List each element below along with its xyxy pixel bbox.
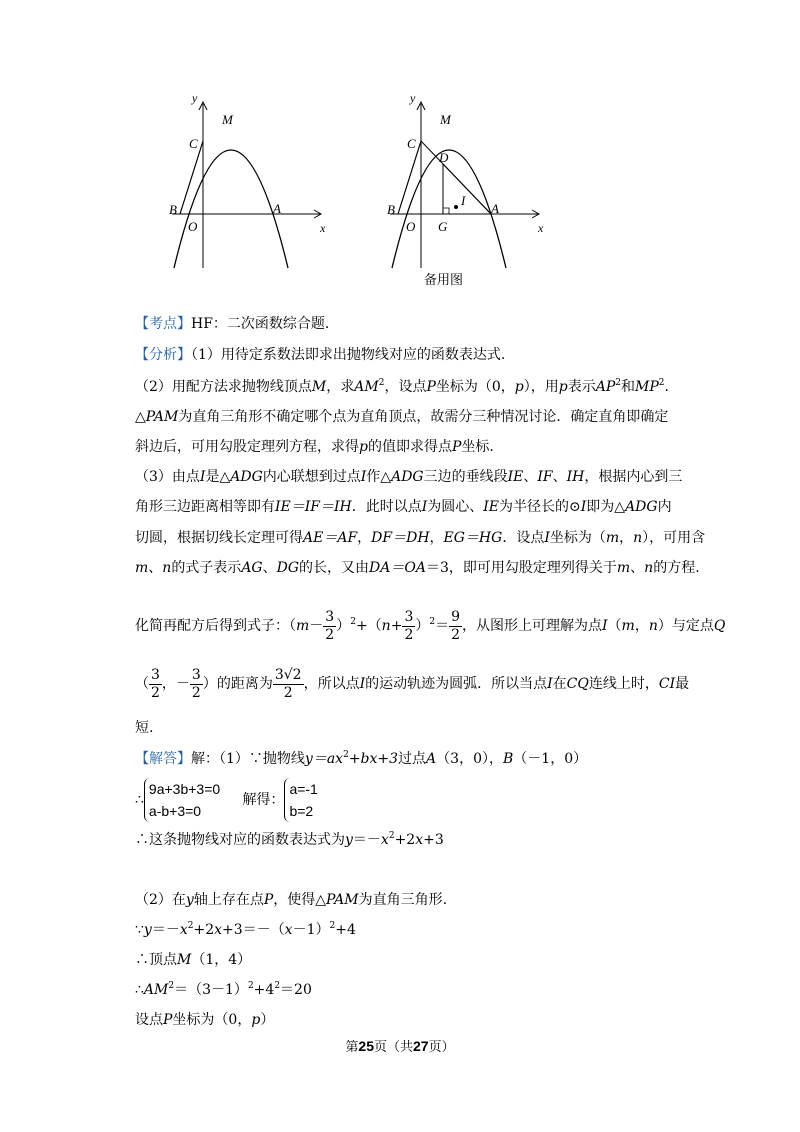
text-run: （－1，0）: [513, 751, 588, 767]
text-run: B: [503, 751, 514, 767]
text-run: 的长，又由: [299, 560, 370, 576]
fenxi-line-9: [135, 606, 725, 646]
text-run: 即为△: [586, 499, 626, 515]
label-a: A: [273, 201, 281, 216]
text-run: .: [664, 379, 669, 395]
text-run: 2: [343, 750, 349, 760]
text-run: P: [263, 892, 274, 908]
text-run: 的方程.: [653, 560, 700, 576]
kaodian-tag: 【考点】: [135, 316, 191, 332]
text-run: p: [251, 1012, 261, 1028]
fraction: [449, 609, 462, 644]
text-run: ，: [634, 618, 649, 634]
text-run: n: [648, 618, 658, 634]
text-run: y: [143, 922, 152, 938]
text-run: MP: [635, 379, 659, 395]
text-run: 2: [404, 626, 414, 643]
text-run: +2: [193, 922, 215, 938]
text-run: AM: [143, 982, 169, 998]
text-run: IE: [483, 499, 500, 515]
text-run: m: [605, 530, 620, 546]
text-run: 9: [451, 608, 461, 625]
text-run: p: [359, 439, 368, 455]
text-run: （: [135, 676, 149, 692]
text-run: m: [296, 618, 310, 634]
text-run: ∴: [135, 792, 144, 808]
text-run: EG＝HG: [443, 530, 503, 546]
text-run: 为圆心、: [427, 499, 484, 515]
text-run: +: [390, 618, 403, 634]
label-o: O: [188, 219, 198, 234]
text-run: 、: [262, 560, 277, 576]
text-run: IE＝IF＝IH: [275, 499, 352, 515]
text-run: AM: [354, 379, 379, 395]
text-run: 为半径长的⊙: [499, 499, 581, 515]
text-run: ADG: [391, 469, 424, 485]
text-run: △: [135, 409, 146, 425]
label-y: y: [410, 91, 416, 105]
text-run: 2: [329, 921, 336, 931]
segment-bc: [180, 141, 203, 214]
text-run: 3: [404, 608, 414, 625]
text-run: 的值即求得点: [367, 439, 452, 455]
jieda-line-3: [135, 830, 444, 850]
kaodian-line: [135, 314, 329, 334]
text-run: ADG: [625, 499, 658, 515]
fenxi-tag: 【分析】: [135, 347, 191, 363]
text-run: 最: [675, 676, 690, 692]
total-pages: 27: [413, 1038, 429, 1054]
text-run: 第: [345, 1040, 359, 1055]
label-o: O: [406, 219, 416, 234]
text-run: ．此时以点: [351, 499, 422, 515]
text-run: n: [644, 560, 654, 576]
text-run: ，－: [161, 676, 190, 692]
text-run: 为直角三角形.: [358, 892, 448, 908]
text-run: 坐标.: [461, 439, 494, 455]
text-run: 三边的垂线段: [423, 469, 508, 485]
label-b: B: [387, 202, 395, 217]
text-run: ADG: [230, 469, 263, 485]
text-run: 2: [615, 378, 621, 388]
fraction: [323, 609, 336, 644]
text-run: 的运动轨迹为圆弧．所以当点: [365, 676, 548, 692]
text-run: ＝－: [151, 922, 180, 938]
text-run: 2: [658, 378, 665, 388]
fraction: [190, 667, 203, 702]
text-run: m: [616, 560, 631, 576]
text-run: ）: [260, 1012, 275, 1028]
text-run: 2: [274, 981, 281, 991]
label-a: A: [491, 201, 499, 216]
jieda-line-7: [135, 980, 312, 1000]
label-m: M: [440, 112, 451, 127]
text-run: 页（共: [373, 1040, 413, 1055]
text-run: 角形三边距离相等即有: [135, 499, 275, 515]
text-run: 化简再配方后得到式子：（: [135, 618, 296, 634]
jieda-line-8: [135, 1010, 274, 1030]
label-d: D: [439, 150, 449, 165]
text-run: 、: [630, 560, 645, 576]
jieda-line-5: [135, 920, 356, 940]
text-run: ∴: [135, 982, 144, 998]
text-run: 坐标为（0，: [435, 379, 515, 395]
fenxi-line-8: [135, 558, 700, 578]
text-run: y: [345, 832, 353, 848]
text-run: I: [580, 499, 587, 515]
text-run: IE: [507, 469, 524, 485]
text-run: 2: [325, 626, 335, 643]
text-run: AE＝AF: [303, 530, 358, 546]
text-run: ＝－: [352, 832, 381, 848]
label-b: B: [169, 202, 177, 217]
text-run: I: [547, 676, 553, 692]
text-run: 9a+3b+3=0: [148, 781, 221, 797]
text-run: ＝: [435, 618, 450, 634]
text-run: A: [426, 751, 437, 767]
label-x: x: [538, 221, 544, 235]
solution-system: [284, 778, 317, 822]
text-run: ，: [429, 530, 444, 546]
text-run: ，根据内心到三: [584, 469, 683, 485]
text-run: CI: [658, 676, 676, 692]
text-run: y: [185, 892, 194, 908]
text-run: （: [607, 618, 622, 634]
text-run: I: [544, 530, 550, 546]
text-run: 在: [552, 676, 567, 692]
text-run: ，所以点: [303, 676, 360, 692]
text-run: AG: [241, 560, 263, 576]
jieda-line-1: [135, 749, 587, 769]
text-run: ）: [415, 618, 430, 634]
kaodian-text: HF：二次函数综合题.: [191, 316, 330, 332]
text-run: b=2: [289, 803, 314, 819]
segment-bc: [398, 141, 421, 214]
text-run: n: [162, 560, 172, 576]
text-run: 坐标为（0，: [172, 1012, 252, 1028]
text-run: 、: [523, 469, 538, 485]
fenxi-line-7: [135, 528, 705, 548]
text-run: DF＝DH: [371, 530, 430, 546]
text-run: m: [135, 560, 149, 576]
text-run: I: [421, 499, 428, 515]
text-run: 是△: [205, 469, 231, 485]
text-run: x: [415, 832, 424, 848]
text-run: ，求: [326, 379, 355, 395]
text-run: DA＝OA: [369, 560, 426, 576]
figure-caption: 备用图: [424, 273, 464, 288]
text-run: ∴顶点: [135, 952, 177, 968]
fenxi-p1: （1）用待定系数法即求出抛物线对应的函数表达式.: [191, 347, 506, 363]
text-run: 3: [191, 666, 201, 683]
text-run: （1，4）: [191, 952, 252, 968]
text-run: 坐标为（: [549, 530, 606, 546]
text-run: ∵: [135, 922, 144, 938]
label-y: y: [192, 91, 198, 105]
jieda-line-2: [135, 778, 318, 822]
text-run: x: [214, 922, 223, 938]
fenxi-line-3: [135, 407, 668, 427]
jieda-line-6: [135, 950, 251, 970]
text-run: Q: [713, 618, 726, 634]
text-run: 2: [451, 626, 461, 643]
text-run: ，使得△: [273, 892, 327, 908]
text-run: 作△: [366, 469, 392, 485]
text-run: +（: [355, 618, 382, 634]
text-run: CQ: [566, 676, 589, 692]
text-run: n: [633, 530, 643, 546]
text-run: ＝（3－1）: [174, 982, 248, 998]
parabola: [174, 150, 288, 268]
label-c: C: [407, 136, 416, 151]
label-x: x: [320, 221, 326, 235]
page-number: 25: [358, 1038, 374, 1054]
text-run: M: [177, 952, 192, 968]
fraction: [273, 667, 304, 702]
fenxi-line-4: [135, 437, 494, 457]
text-run: ），可用含: [642, 530, 706, 546]
text-run: I: [359, 676, 366, 692]
text-run: 、: [552, 469, 567, 485]
text-run: ），用: [523, 379, 559, 395]
text-run: x: [284, 922, 293, 938]
text-run: 2: [350, 617, 356, 627]
jieda-tag: 【解答】: [135, 751, 191, 767]
text-run: 2: [388, 831, 395, 841]
text-run: 内: [657, 499, 672, 515]
text-run: ，: [619, 530, 634, 546]
text-run: －1）: [292, 922, 330, 938]
text-run: P: [426, 379, 436, 395]
fraction: [149, 667, 162, 702]
text-run: （2）在: [135, 892, 186, 908]
text-run: a=-1: [289, 781, 318, 797]
text-run: PAM: [326, 892, 359, 908]
text-run: P: [163, 1012, 173, 1028]
text-run: 解：（1）∵抛物线: [191, 751, 305, 767]
text-run: y＝ax: [304, 751, 344, 767]
text-run: p: [514, 379, 524, 395]
fenxi-line-5: [135, 467, 682, 487]
text-run: ∴这条抛物线对应的函数表达式为: [135, 832, 345, 848]
fenxi-line-10: [135, 664, 689, 704]
text-run: +3＝－（: [222, 922, 285, 938]
text-run: ）: [336, 618, 351, 634]
text-run: I: [199, 469, 206, 485]
text-run: ＝3，即可用勾股定理列得关于: [425, 560, 617, 576]
text-run: 2: [429, 617, 436, 627]
text-run: ＝20: [280, 982, 312, 998]
text-run: 解得：: [242, 792, 285, 808]
text-run: －: [309, 618, 324, 634]
text-run: 2: [247, 981, 254, 991]
text-run: AP: [595, 379, 616, 395]
fenxi-line-1: [135, 345, 505, 365]
text-run: 的式子表示: [171, 560, 242, 576]
text-run: +4: [253, 982, 275, 998]
text-run: I: [602, 618, 608, 634]
text-run: +2: [394, 832, 416, 848]
segment-da: [443, 164, 491, 214]
text-run: 2: [168, 981, 175, 991]
text-run: 2: [187, 921, 194, 931]
text-run: 页）: [428, 1040, 455, 1055]
text-run: 2: [378, 378, 385, 388]
text-run: 表示: [567, 379, 596, 395]
text-run: +bx+3: [348, 751, 399, 767]
fenxi-line-2: [135, 377, 669, 397]
text-run: IF: [537, 469, 553, 485]
text-run: 过点: [398, 751, 427, 767]
figure-parabola-2: [378, 90, 558, 290]
text-run: DG: [276, 560, 300, 576]
text-run: +4: [335, 922, 356, 938]
fraction: [402, 609, 415, 644]
text-run: ，从图形上可理解为点: [462, 618, 603, 634]
text-run: n: [381, 618, 391, 634]
text-run: m: [621, 618, 635, 634]
text-run: 切圆，根据切线长定理可得: [135, 530, 303, 546]
label-c: C: [189, 136, 198, 151]
text-run: P: [451, 439, 462, 455]
text-run: ，设点: [384, 379, 427, 395]
page-footer: [0, 1036, 800, 1055]
text-run: +3: [423, 832, 444, 848]
fenxi-line-6: [135, 497, 672, 517]
label-g: G: [438, 219, 448, 234]
text-run: 3: [325, 608, 335, 625]
text-run: 短.: [135, 720, 154, 736]
right-angle-mark: [443, 208, 449, 214]
text-run: PAM: [145, 409, 179, 425]
text-run: （3，0），: [436, 751, 503, 767]
fenxi-line-11: [135, 718, 153, 738]
text-run: ．设点: [502, 530, 545, 546]
text-run: 斜边后，可用勾股定理列方程，求得: [135, 439, 359, 455]
text-run: 2: [151, 684, 160, 701]
figure-parabola-1: [160, 90, 340, 275]
text-run: ）与定点: [657, 618, 714, 634]
text-run: IH: [566, 469, 585, 485]
text-run: 2: [191, 684, 201, 701]
text-run: I: [360, 469, 367, 485]
text-run: ）的距离为: [202, 676, 273, 692]
text-run: 3√2: [274, 666, 302, 683]
point-i: [454, 205, 458, 209]
text-run: 、: [148, 560, 163, 576]
text-run: x: [179, 922, 188, 938]
text-run: 内心联想到过点: [262, 469, 361, 485]
text-run: p: [558, 379, 568, 395]
label-m: M: [222, 112, 233, 127]
text-run: 连线上时，: [588, 676, 659, 692]
text-run: M: [311, 379, 327, 395]
text-run: 设点: [135, 1012, 163, 1028]
jieda-line-4: [135, 890, 447, 910]
text-run: （2）用配方法求抛物线顶点: [135, 379, 312, 395]
text-run: 轴上存在点: [193, 892, 264, 908]
text-run: x: [380, 832, 389, 848]
text-run: 3: [151, 666, 160, 683]
text-run: 2: [283, 684, 293, 701]
text-run: 为直角三角形不确定哪个点为直角顶点，故需分三种情况讨论．确定直角即确定: [178, 409, 669, 425]
text-run: a-b+3=0: [148, 803, 202, 819]
label-i: I: [461, 193, 466, 208]
text-run: 和: [621, 379, 635, 395]
equation-system: [144, 778, 220, 822]
text-run: （3）由点: [135, 469, 200, 485]
text-run: ，: [357, 530, 372, 546]
